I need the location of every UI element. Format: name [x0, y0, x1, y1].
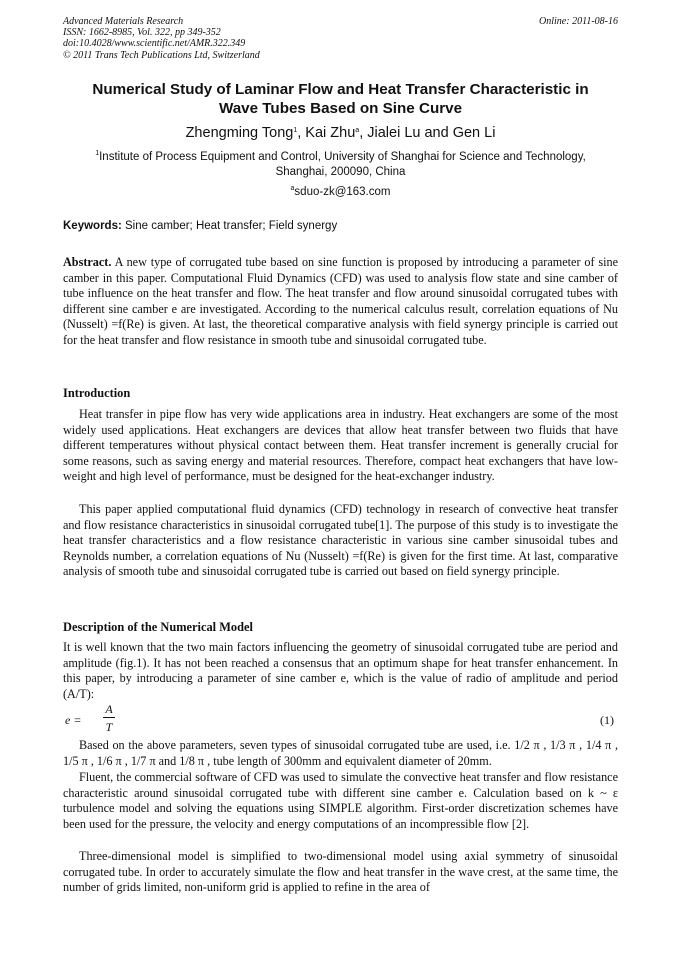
model-paragraph-2: Based on the above parameters, seven types of sinusoidal corrugated tube are used, i.e. 1/2 π , 1/3 π , 1/4 π , 1/5 π , 1/6 π , 1/7 π and 1/8 π , tube length of 300mm and equivalent diameter of 20mm. — [63, 738, 618, 768]
online-date: Online: 2011-08-16 — [539, 16, 618, 27]
equation-fraction — [103, 702, 115, 734]
affiliation — [63, 150, 618, 180]
title-line-1: Numerical Study of Laminar Flow and Heat Transfer Characteristic in — [92, 81, 589, 98]
introduction-paragraph-2: This paper applied computational fluid dynamics (CFD) technology in research of convective heat transfer and flow resistance characteristics in sinusoidal corrugated tube[1]. The purpose of this study is to investigate the heat transfer characteristics and a flow resistance characteristic in various sine camber sinusoidal tubes and Reynolds number, a correlation equations of Nu (Nusselt) =f(Re) is given for the first time. At last, comparative analysis of smooth tube and sinusoidal corrugated tube is carried out based on field synergy principle. — [63, 502, 618, 579]
abstract-label: Abstract. — [63, 255, 112, 269]
fraction-bar — [103, 717, 115, 718]
abstract-text: A new type of corrugated tube based on sine function is proposed by introducing a parameter of sine camber in this paper. Computational Fluid Dynamics (CFD) was used to analysis flow state and sine camber of tube influence on the heat transfer and flow. The heat transfer and flow around sinusoidal corrugated tubes with different sine camber e are investigated. According to the numerical calculus result, correlation equations of Nu (Nusselt) =f(Re) is given. At last, the theoretical comparative analysis with field synergy principle is carried out for the heat transfer and flow resistance in smooth tube and sinusoidal corrugated tube. — [63, 255, 618, 347]
email-address[interactable]: sduo-zk@163.com — [294, 186, 391, 198]
equation-lhs: e = — [65, 713, 82, 727]
model-paragraph-1: It is well known that the two main factors influencing the geometry of sinusoidal corrugated tube are period and amplitude (fig.1). It has not been reached a consensus that an optimum shape for heat transfer enhancement. In this paper, by introducing a parameter of sine camber e, which is the value of radio of amplitude and period (A/T): — [63, 640, 618, 701]
email-mark: a — [290, 185, 295, 192]
keywords-text: Sine camber; Heat transfer; Field synergy — [121, 220, 338, 232]
model-paragraph-4: Three-dimensional model is simplified to two-dimensional model using axial symmetry of sinusoidal corrugated tube. In order to accurately simulate the flow and heat transfer in the wave crest, at the same time, the number of grids limited, non-uniform grid is applied to refine in the area of — [63, 849, 618, 895]
model-heading: Description of the Numerical Model — [63, 620, 253, 634]
equation-numerator: A — [105, 702, 113, 716]
introduction-heading: Introduction — [63, 386, 131, 400]
affiliation-line-1: Institute of Process Equipment and Control, University of Shanghai for Science and Technology, — [99, 151, 586, 163]
author-list — [63, 124, 618, 142]
affiliation-line-2: Shanghai, 200090, China — [275, 166, 406, 178]
email — [63, 185, 618, 200]
title-line-2: Wave Tubes Based on Sine Curve — [218, 100, 463, 117]
issn-line: ISSN: 1662-8985, Vol. 322, pp 349-352 — [63, 27, 221, 39]
author-rest: , Jialei Lu and Gen Li — [359, 125, 496, 141]
equation-1 — [63, 702, 618, 736]
keywords — [63, 219, 618, 234]
equation-number: (1) — [600, 713, 614, 727]
author-1-affil-mark: 1 — [293, 127, 298, 134]
journal-header — [63, 16, 618, 61]
copyright-line: © 2011 Trans Tech Publications Ltd, Switzerland — [63, 49, 260, 61]
paper-title — [63, 80, 618, 118]
journal-name: Advanced Materials Research — [63, 16, 184, 27]
author-2: , Kai Zhu — [297, 125, 356, 141]
doi-line: doi:10.4028/www.scientific.net/AMR.322.349 — [63, 38, 246, 50]
introduction-paragraph-1: Heat transfer in pipe flow has very wide applications area in industry. Heat exchangers are some of the most widely used applications. Heat exchangers are devices that allow heat transfer between two fluids that have different temperatures without physical contact between them. Heat transfer increment is generally crucial for some reasons, such as saving energy and material resources. Therefore, compact heat exchangers that have low-weight and high level of performance, must be designed for the heat-exchanger industry. — [63, 407, 618, 484]
abstract — [63, 255, 618, 349]
author-1: Zhengming Tong — [185, 125, 294, 141]
author-2-email-mark: a — [355, 127, 360, 134]
keywords-label: Keywords: — [63, 220, 122, 232]
affiliation-mark: 1 — [95, 150, 100, 157]
equation-denominator: T — [105, 720, 113, 734]
model-paragraph-3: Fluent, the commercial software of CFD was used to simulate the convective heat transfer and flow resistance characteristic around sinusoidal corrugated tube with different sine camber e. Calculation based on k ~ ε turbulence model and solving the equations using SIMPLE algorithm. First-order discretization schemes have been used for the pressure, the velocity and energy computations of an incompressible flow [2]. — [63, 770, 618, 831]
